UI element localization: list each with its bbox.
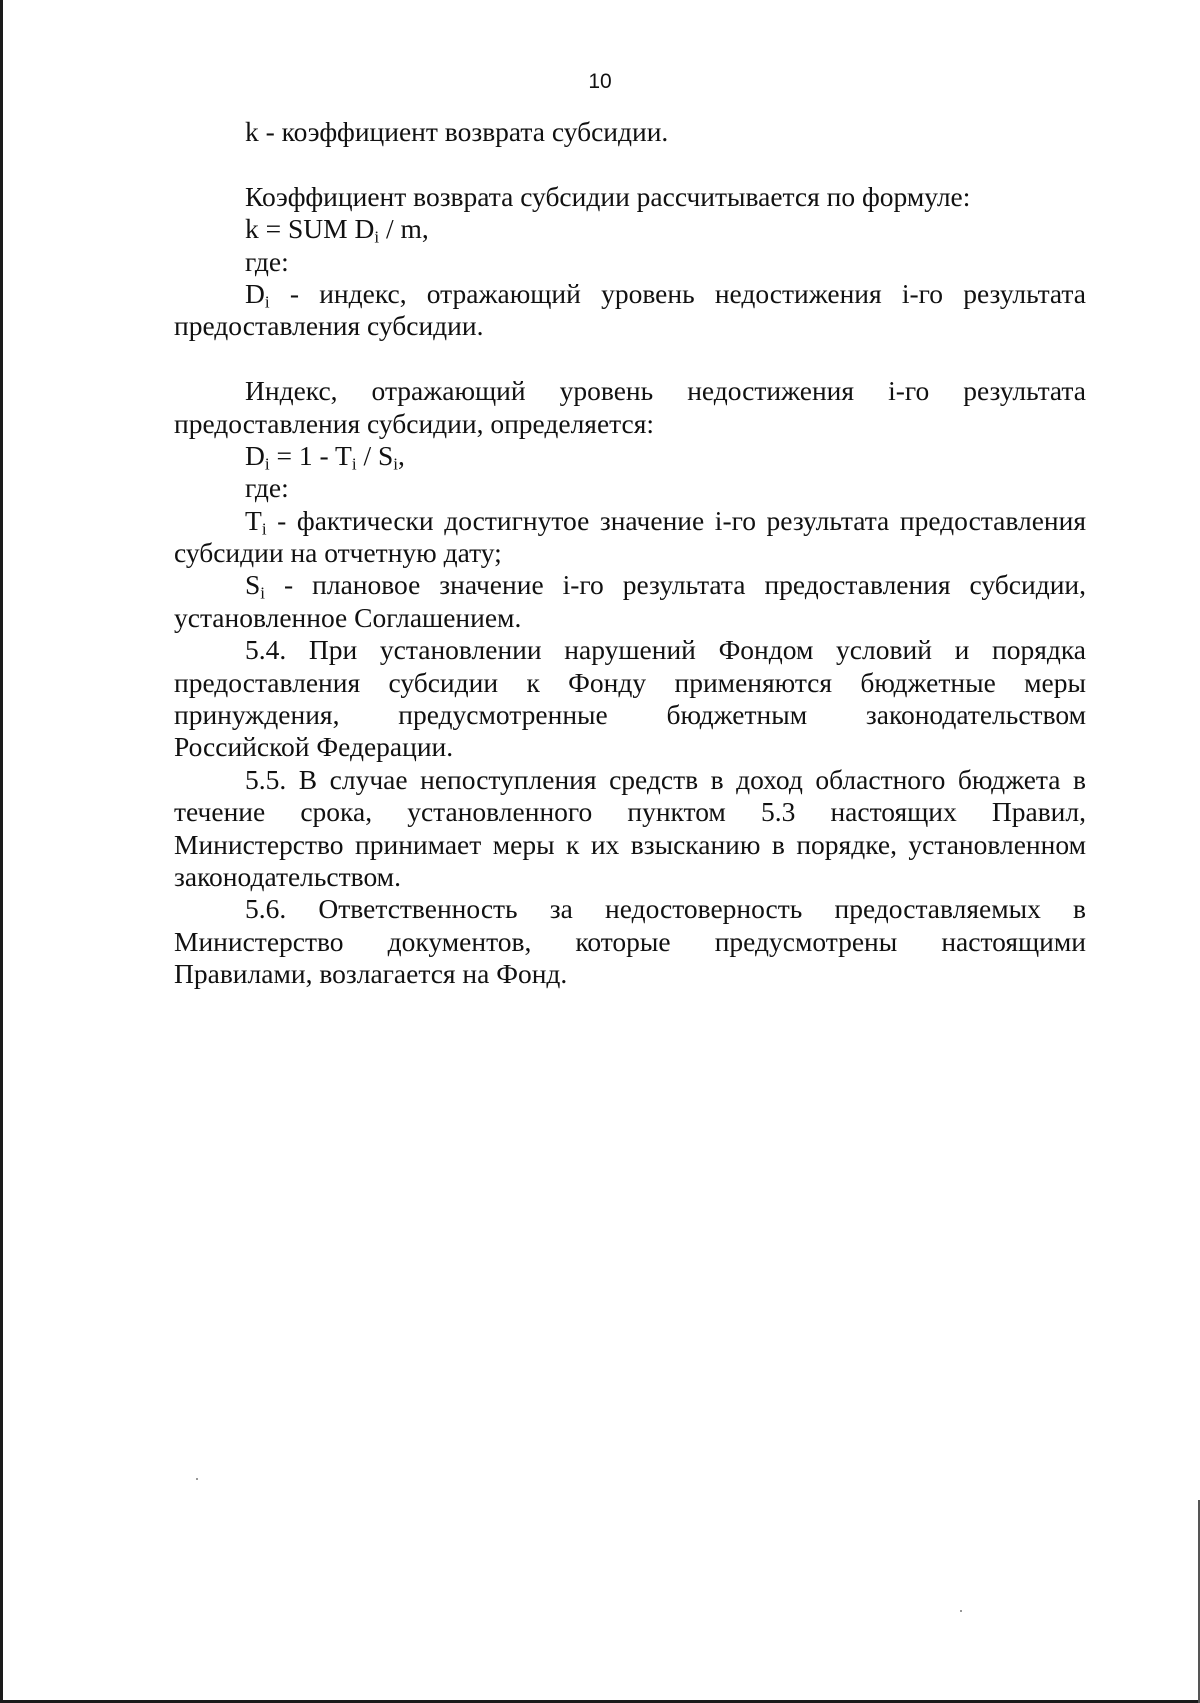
text-line: Российской Федерации. — [174, 731, 454, 763]
text-line: предоставления субсидии. — [174, 310, 484, 342]
text-line: Министерство документов, которые предусмотрены настоящими — [174, 925, 1086, 957]
text-line: Индекс, отражающий уровень недостижения i-го результата — [245, 375, 1086, 407]
scan-speck — [196, 1478, 198, 1480]
text-line: принуждения, предусмотренные бюджетным законодательством — [174, 699, 1086, 731]
scan-speck — [960, 1610, 962, 1612]
text-line: предоставления субсидии к Фонду применяются бюджетные меры — [174, 666, 1086, 698]
text-line: $D_i$ - индекс, отражающий уровень недостижения i-го результата — [245, 277, 1086, 311]
paragraph-gap — [174, 148, 1086, 180]
scan-edge-left — [0, 0, 3, 1703]
text-line: k - коэффициент возврата субсидии. — [245, 116, 669, 147]
text-line: где: — [245, 472, 289, 504]
text-line: субсидии на отчетную дату; — [174, 537, 502, 569]
text-line: установленное Соглашением. — [174, 601, 522, 633]
document-body — [174, 116, 1086, 991]
text-line: Коэффициент возврата субсидии рассчитывается по формуле: — [245, 180, 971, 212]
text-line: $S_i$ - плановое значение i-го результата предоставления субсидии, — [245, 569, 1086, 602]
text-line: 5.4. При установлении нарушений Фондом условий и порядка — [245, 634, 1086, 666]
paragraph-gap — [174, 343, 1086, 375]
text-line: где: — [245, 245, 289, 277]
page-number: 10 — [588, 70, 612, 93]
formula-k: k = SUM $D_i$ / m, — [245, 213, 429, 247]
text-line: Министерство принимает меры к их взысканию в порядке, установленном — [174, 828, 1086, 860]
text-line: Правилами, возлагается на Фонд. — [174, 958, 568, 990]
formula-d: $D_i = 1 - T_i / S_i$, — [245, 439, 405, 474]
text-line: 5.6. Ответственность за недостоверность предоставляемых в — [245, 893, 1086, 925]
text-line: $T_i$ - фактически достигнутое значение i-го результата предоставления — [245, 504, 1086, 538]
text-line: законодательством. — [174, 860, 401, 892]
text-line: течение срока, установленного пунктом 5.3 настоящих Правил, — [174, 796, 1086, 828]
text-line: предоставления субсидии, определяется: — [174, 407, 655, 439]
text-line: 5.5. В случае непоступления средств в доход областного бюджета в — [245, 763, 1086, 795]
